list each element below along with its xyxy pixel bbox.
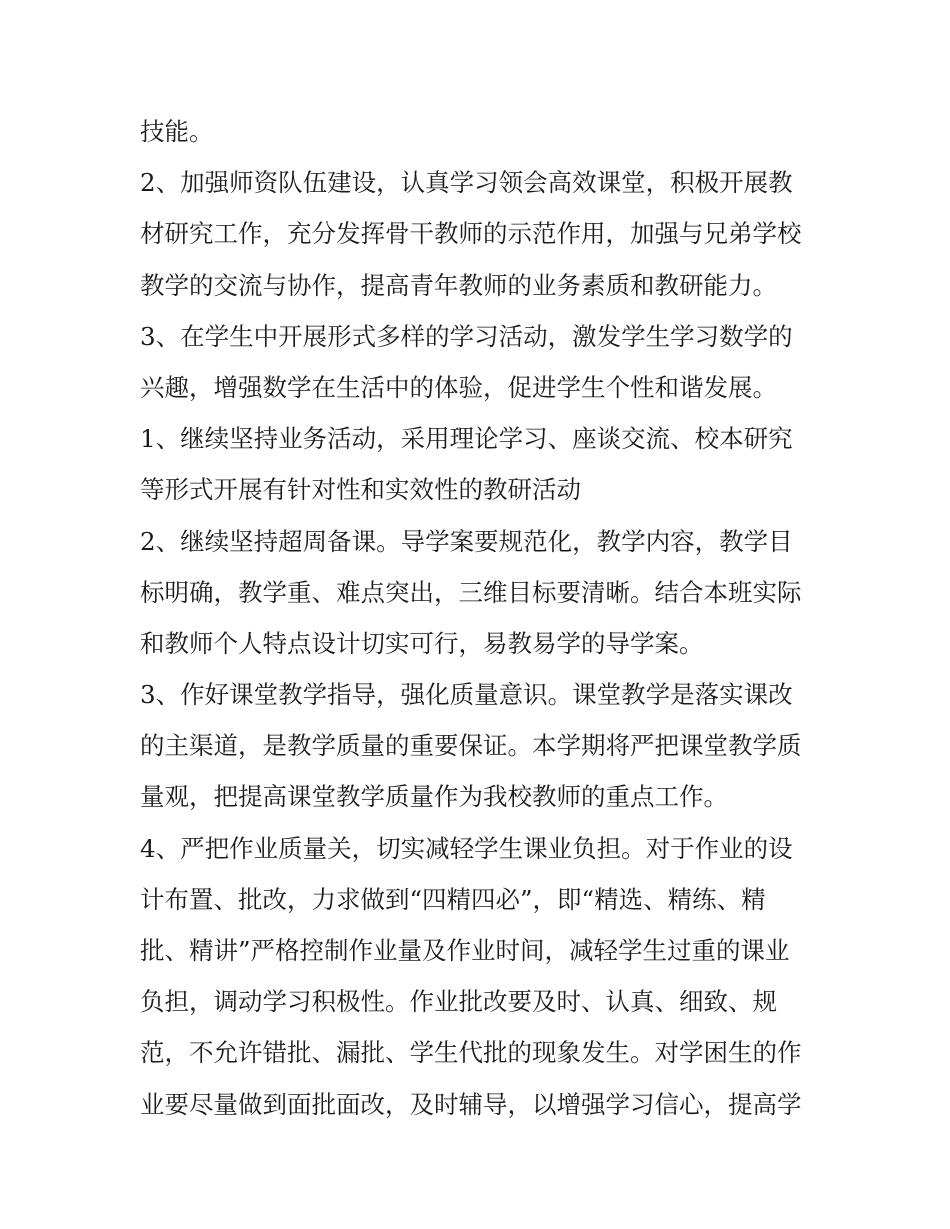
text-line: 计布置、批改，力求做到“四精四必”，即“精选、精练、精 bbox=[140, 884, 766, 914]
text-line: 业要尽量做到面批面改，及时辅导，以增强学习信心，提高学 bbox=[140, 1089, 802, 1119]
text-line: 标明确，教学重、难点突出，三维目标要清晰。结合本班实际 bbox=[140, 577, 802, 607]
text-line: 2、继续坚持超周备课。导学案要规范化，教学内容，教学目 bbox=[140, 526, 793, 556]
text-line: 的主渠道，是教学质量的重要保证。本学期将严把课堂教学质 bbox=[140, 731, 802, 761]
text-line: 4、严把作业质量关，切实减轻学生课业负担。对于作业的设 bbox=[140, 833, 793, 863]
text-line: 教学的交流与协作，提高青年教师的业务素质和教研能力。 bbox=[140, 270, 777, 300]
text-line: 和教师个人特点设计切实可行，易教易学的导学案。 bbox=[140, 628, 704, 658]
text-line: 1、继续坚持业务活动，采用理论学习、座谈交流、校本研究 bbox=[140, 424, 793, 454]
text-line: 兴趣，增强数学在生活中的体验，促进学生个性和谐发展。 bbox=[140, 372, 777, 402]
text-line: 批、精讲”严格控制作业量及作业时间，减轻学生过重的课业 bbox=[140, 936, 790, 965]
text-line: 3、作好课堂教学指导，强化质量意识。课堂教学是落实课改 bbox=[140, 680, 793, 710]
text-line: 范，不允许错批、漏批、学生代批的现象发生。对学困生的作 bbox=[140, 1038, 802, 1068]
text-line: 3、在学生中开展形式多样的学习活动，激发学生学习数学的 bbox=[140, 321, 793, 351]
document-body bbox=[140, 106, 830, 1130]
text-line: 技能。 bbox=[140, 117, 214, 146]
text-line: 量观，把提高课堂教学质量作为我校教师的重点工作。 bbox=[140, 782, 728, 812]
text-line: 负担，调动学习积极性。作业批改要及时、认真、细致、规 bbox=[140, 987, 777, 1017]
text-line: 等形式开展有针对性和实效性的教研活动 bbox=[140, 475, 581, 505]
text-line: 材研究工作，充分发挥骨干教师的示范作用，加强与兄弟学校 bbox=[140, 219, 802, 249]
text-line: 2、加强师资队伍建设，认真学习领会高效课堂，积极开展教 bbox=[140, 168, 793, 198]
